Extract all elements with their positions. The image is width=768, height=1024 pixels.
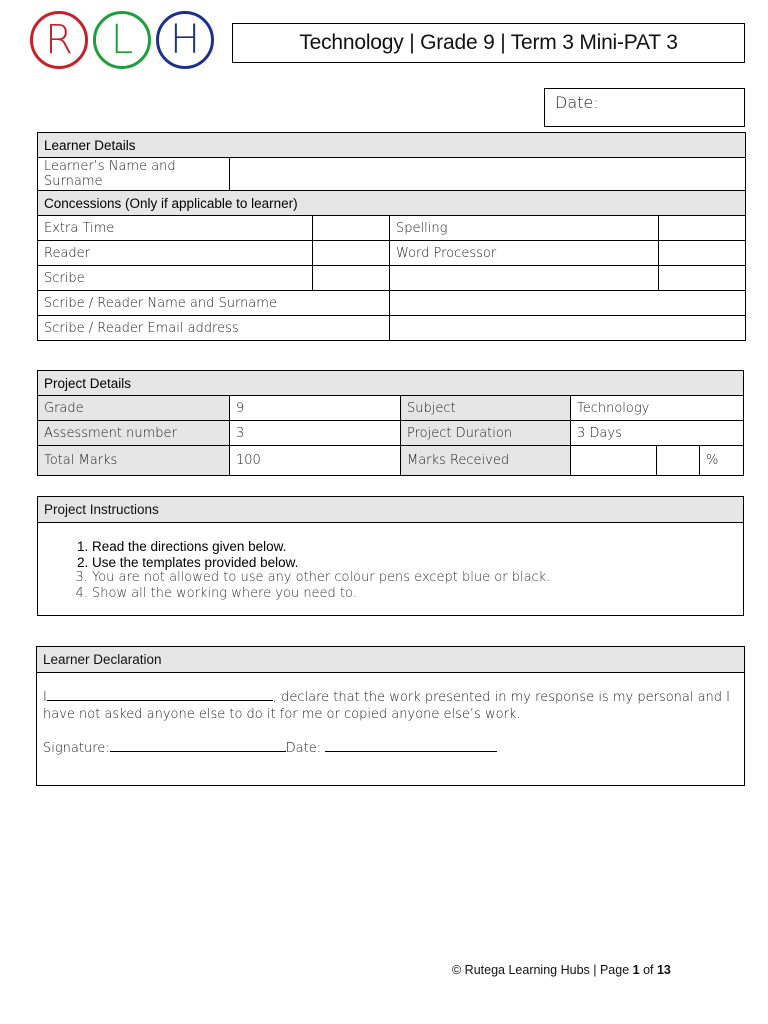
percent-sign: % (700, 446, 744, 476)
footer-of: of (639, 963, 657, 977)
page-footer (452, 963, 752, 981)
scribe-email-input[interactable] (390, 316, 746, 341)
project-details-header: Project Details (38, 371, 744, 396)
subject-label: Subject (401, 396, 571, 421)
instruction-item: 4. Show all the working where you need to. (92, 586, 743, 602)
scribe-name-label: Scribe / Reader Name and Surname (38, 291, 390, 316)
total-marks-label: Total Marks (38, 446, 230, 476)
grade-value: 9 (230, 396, 401, 421)
learner-name-input[interactable] (230, 158, 746, 191)
concession-reader-box[interactable] (313, 241, 390, 266)
learner-name-label: Learner’s Name and Surname (38, 158, 230, 191)
concession-reader-label: Reader (38, 241, 313, 266)
date-label: Date: (555, 93, 599, 112)
scribe-email-label: Scribe / Reader Email address (38, 316, 390, 341)
concession-word-processor-label: Word Processor (390, 241, 659, 266)
instruction-item: 2. Use the templates provided below. (92, 555, 743, 571)
grade-label: Grade (38, 396, 230, 421)
declaration-prefix: I (43, 690, 47, 705)
marks-received-input[interactable] (571, 446, 657, 476)
concession-scribe-box[interactable] (313, 266, 390, 291)
project-instructions-header: Project Instructions (38, 497, 743, 523)
learner-declaration-header: Learner Declaration (37, 647, 744, 673)
declaration-date-label: Date: (285, 741, 326, 756)
assessment-number-label: Assessment number (38, 421, 230, 446)
signature-blank[interactable] (110, 739, 286, 752)
project-duration-value: 3 Days (571, 421, 744, 446)
project-duration-label: Project Duration (401, 421, 571, 446)
document-title: Technology | Grade 9 | Term 3 Mini-PAT 3 (232, 23, 745, 63)
declaration-text-2: have not asked anyone else to do it for me or copied anyone else’s work. (43, 707, 521, 722)
learner-details-header: Learner Details (38, 133, 746, 158)
instruction-item: 1. Read the directions given below. (92, 539, 743, 555)
concession-empty-box[interactable] (659, 266, 746, 291)
declaration-name-blank[interactable] (47, 688, 273, 701)
concession-empty-label (390, 266, 659, 291)
scribe-name-input[interactable] (390, 291, 746, 316)
concession-extra-time-label: Extra Time (38, 216, 313, 241)
concession-word-processor-box[interactable] (659, 241, 746, 266)
date-field[interactable] (544, 88, 745, 127)
project-details-table (37, 370, 744, 476)
marks-received-label: Marks Received (401, 446, 571, 476)
logo-letter-r: R (30, 11, 88, 69)
declaration-line-1 (43, 688, 738, 706)
concession-spelling-label: Spelling (390, 216, 659, 241)
footer-page-number: 1 (632, 963, 640, 977)
declaration-text-1: , declare that the work presented in my response is my personal and I (272, 690, 731, 705)
declaration-date-blank[interactable] (325, 739, 497, 752)
signature-line (43, 739, 738, 757)
logo-letter-l: L (93, 11, 151, 69)
subject-value: Technology (571, 396, 744, 421)
rlh-logo (30, 11, 215, 69)
concessions-header: Concessions (Only if applicable to learner) (38, 191, 746, 216)
learner-details-table (37, 132, 746, 341)
concession-scribe-label: Scribe (38, 266, 313, 291)
declaration-body (37, 673, 744, 757)
percent-input[interactable] (657, 446, 700, 476)
footer-page-total: 13 (656, 963, 671, 977)
instruction-item: 3. You are not allowed to use any other colour pens except blue or black. (92, 570, 743, 586)
logo-letter-h: H (156, 11, 214, 69)
total-marks-value: 100 (230, 446, 401, 476)
footer-prefix: © Rutega Learning Hubs | Page (452, 963, 633, 977)
concession-spelling-box[interactable] (659, 216, 746, 241)
project-instructions-section (37, 496, 744, 616)
signature-label: Signature: (43, 741, 110, 756)
learner-declaration-section (36, 646, 745, 786)
concession-extra-time-box[interactable] (313, 216, 390, 241)
instructions-list (38, 523, 743, 601)
assessment-number-value: 3 (230, 421, 401, 446)
